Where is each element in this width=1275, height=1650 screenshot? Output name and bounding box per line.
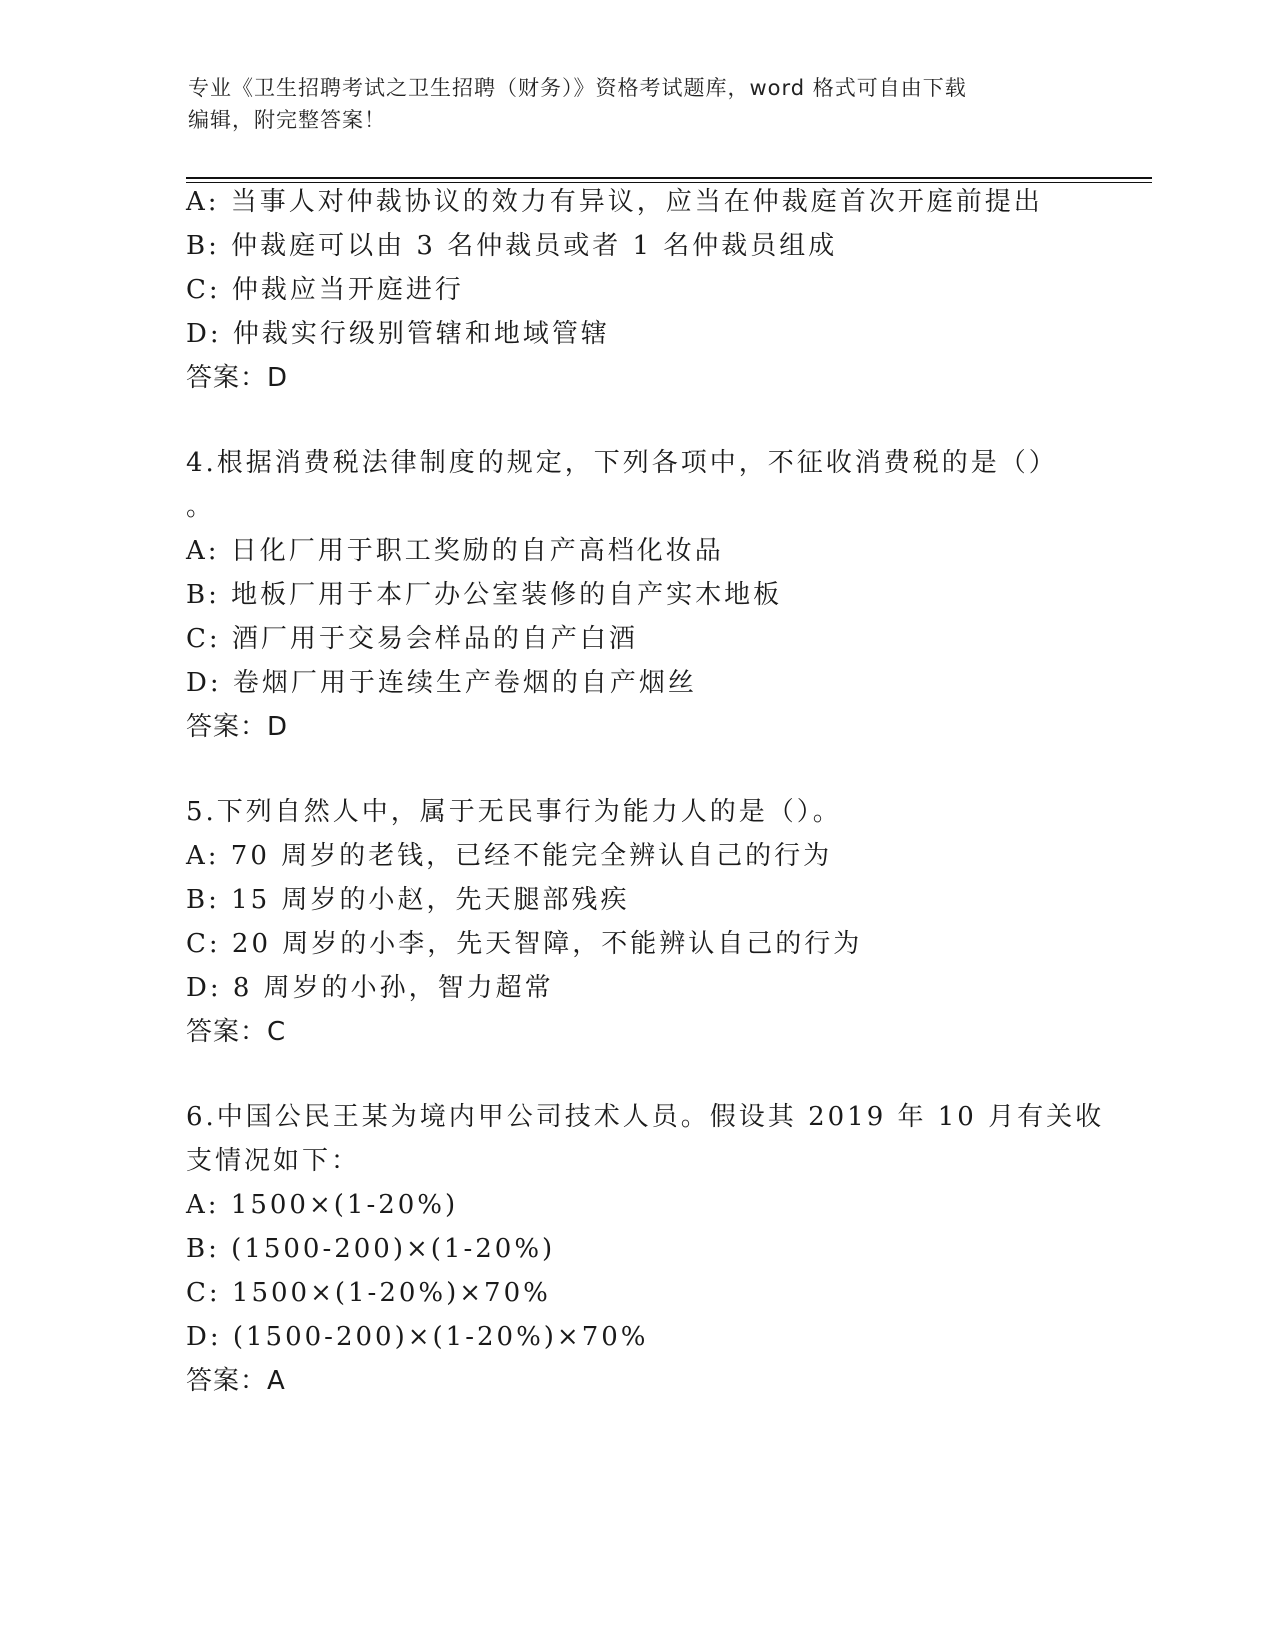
q5-stem-line-1: 5.下列自然人中，属于无民事行为能力人的是（）。 — [186, 797, 842, 827]
q4-stem-line-1: 4.根据消费税法律制度的规定，下列各项中，不征收消费税的是（） — [186, 448, 1058, 478]
q5-answer: 答案：C — [186, 1017, 287, 1047]
q4-option-d: D: 卷烟厂用于连续生产卷烟的自产烟丝 — [186, 668, 697, 698]
document-header — [188, 72, 1088, 136]
q6-option-a: A: 1500×(1-20%) — [186, 1190, 459, 1220]
q5-option-d: D: 8 周岁的小孙，智力超常 — [186, 973, 554, 1003]
q4-stem-line-2: 。 — [186, 492, 216, 522]
header-line-1: 专业《卫生招聘考试之卫生招聘（财务）》资格考试题库，word 格式可自由下载 — [188, 76, 967, 100]
q6-stem-line-2: 支情况如下： — [186, 1146, 361, 1176]
q5-option-a: A: 70 周岁的老钱，已经不能完全辨认自己的行为 — [186, 841, 833, 871]
q4-option-b: B: 地板厂用于本厂办公室装修的自产实木地板 — [186, 580, 783, 610]
q6-option-c: C: 1500×(1-20%)×70% — [186, 1278, 551, 1308]
q4-answer: 答案：D — [186, 712, 289, 742]
q4-option-a: A: 日化厂用于职工奖励的自产高档化妆品 — [186, 536, 724, 566]
header-rule-thin — [186, 182, 1152, 183]
q3-option-c: C: 仲裁应当开庭进行 — [186, 275, 464, 305]
q6-option-d: D: (1500-200)×(1-20%)×70% — [186, 1322, 649, 1352]
q6-answer: 答案：A — [186, 1366, 286, 1396]
q5-option-c: C: 20 周岁的小李，先天智障，不能辨认自己的行为 — [186, 929, 863, 959]
q3-option-a: A: 当事人对仲裁协议的效力有异议，应当在仲裁庭首次开庭前提出 — [186, 187, 1043, 217]
q4-option-c: C: 酒厂用于交易会样品的自产白酒 — [186, 624, 638, 654]
header-line-2: 编辑，附完整答案！ — [188, 108, 386, 132]
q3-option-d: D: 仲裁实行级别管辖和地域管辖 — [186, 319, 610, 349]
q3-answer: 答案：D — [186, 363, 289, 393]
q5-option-b: B: 15 周岁的小赵，先天腿部残疾 — [186, 885, 630, 915]
q6-stem-line-1: 6.中国公民王某为境内甲公司技术人员。假设其 2019 年 10 月有关收 — [186, 1102, 1105, 1132]
q6-option-b: B: (1500-200)×(1-20%) — [186, 1234, 556, 1264]
q3-option-b: B: 仲裁庭可以由 3 名仲裁员或者 1 名仲裁员组成 — [186, 231, 838, 261]
header-rule-thick — [186, 177, 1152, 179]
